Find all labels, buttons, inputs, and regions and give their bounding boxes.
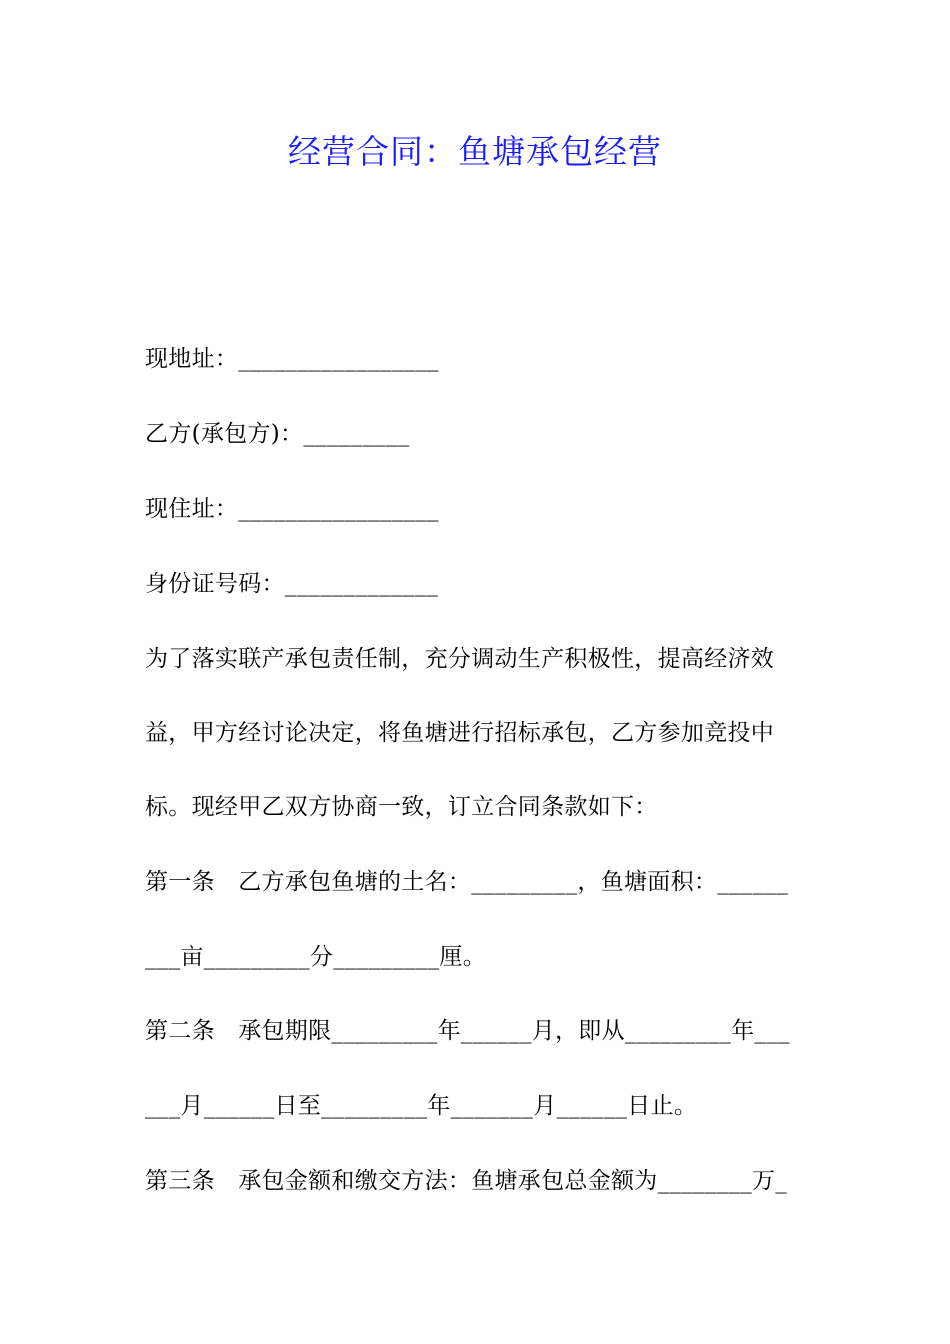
current-address-line: 现地址：_________________ [145, 346, 439, 372]
document-title: 经营合同：鱼塘承包经营 [288, 132, 662, 171]
intro-paragraph-line-3: 标。现经甲乙双方协商一致，订立合同条款如下： [145, 794, 658, 820]
party-b-line: 乙方(承包方)：_________ [145, 421, 410, 447]
article-2-line-1: 第二条 承包期限_________年______月，即从_________年___ [145, 1018, 790, 1044]
intro-paragraph-line-2: 益，甲方经讨论决定，将鱼塘进行招标承包，乙方参加竞投中 [145, 720, 775, 746]
residence-address-line: 现住址：_________________ [145, 496, 439, 522]
article-3-line-1: 第三条 承包金额和缴交方法：鱼塘承包总金额为________万_ [145, 1168, 788, 1194]
article-2-line-2: ___月______日至_________年_______月______日止。 [145, 1093, 698, 1119]
article-1-line-2: ___亩_________分_________厘。 [145, 944, 486, 970]
article-1-line-1: 第一条 乙方承包鱼塘的土名：_________，鱼塘面积：______ [145, 869, 788, 895]
id-number-line: 身份证号码：_____________ [145, 571, 439, 597]
intro-paragraph-line-1: 为了落实联产承包责任制，充分调动生产积极性，提高经济效 [145, 646, 775, 672]
